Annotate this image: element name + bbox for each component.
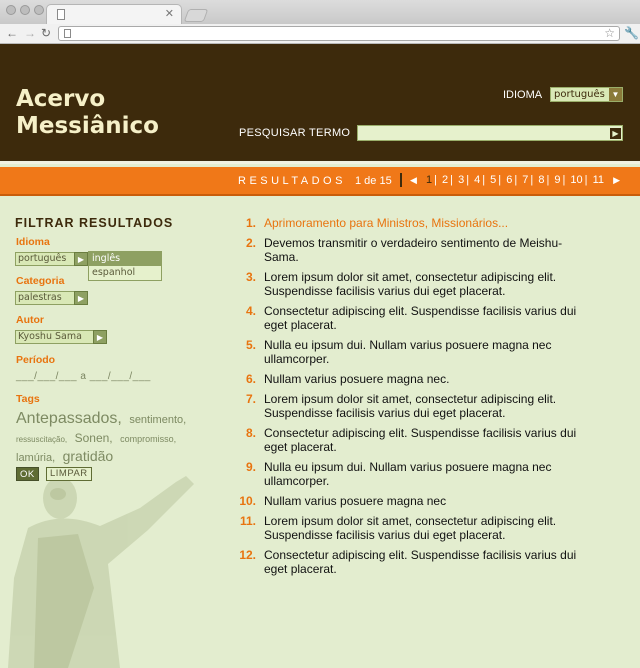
- next-page-icon[interactable]: ▶: [613, 175, 620, 185]
- result-title[interactable]: Nulla eu ipsum dui. Nullam varius posuere magna nec ullamcorper.: [264, 460, 552, 488]
- dropdown-arrow-icon[interactable]: ▼: [609, 88, 622, 101]
- result-title[interactable]: Consectetur adipiscing elit. Suspendisse facilisis varius dui eget placerat.: [264, 426, 577, 454]
- tag-link[interactable]: Sonen,: [74, 431, 113, 445]
- result-item[interactable]: [236, 270, 596, 298]
- result-title[interactable]: Nullam varius posuere magna nec.: [264, 372, 450, 386]
- page-link-3[interactable]: 3: [458, 174, 465, 186]
- page-link-2[interactable]: 2: [442, 174, 449, 186]
- page-icon: [57, 9, 65, 20]
- zoom-window-icon[interactable]: [34, 5, 44, 15]
- play-arrow-icon[interactable]: ▶: [93, 330, 107, 344]
- minimize-window-icon[interactable]: [20, 5, 30, 15]
- result-title[interactable]: Devemos transmitir o verdadeiro sentimento de Meishu-Sama.: [264, 236, 563, 264]
- search-go-icon[interactable]: ▶: [610, 128, 621, 139]
- result-number: 9.: [245, 460, 256, 474]
- result-number: 11.: [239, 514, 256, 528]
- clear-button[interactable]: LIMPAR: [46, 467, 92, 481]
- idioma-label: Idioma: [16, 236, 50, 248]
- page-link-1[interactable]: 1: [425, 174, 433, 186]
- divider: [400, 173, 402, 187]
- forward-arrow-icon[interactable]: →: [24, 26, 36, 40]
- idioma-select[interactable]: [15, 252, 88, 266]
- ok-button[interactable]: OK: [16, 467, 39, 481]
- close-window-icon[interactable]: [6, 5, 16, 15]
- result-title[interactable]: Aprimoramento para Ministros, Missionários...: [264, 216, 509, 230]
- result-item[interactable]: [236, 338, 596, 366]
- periodo-range[interactable]: ___/___/___ a ___/___/___: [16, 371, 151, 382]
- result-item[interactable]: [236, 304, 596, 332]
- pagination: ◀ 1 | 2 | 3 | 4 | 5 | 6 | 7 | 8 | 9 | 10 | 11 ▶: [410, 174, 620, 186]
- result-item[interactable]: [236, 514, 596, 542]
- site-title[interactable]: [16, 86, 216, 140]
- close-tab-icon[interactable]: ✕: [164, 8, 174, 20]
- tag-link[interactable]: compromisso,: [120, 434, 177, 444]
- back-arrow-icon[interactable]: ←: [6, 26, 18, 40]
- tag-link[interactable]: Antepassados,: [16, 410, 122, 427]
- dropdown-option-espanhol[interactable]: espanhol: [88, 266, 162, 281]
- page-link-9[interactable]: 9: [554, 174, 561, 186]
- periodo-label: Período: [16, 354, 56, 366]
- results-list: [236, 216, 596, 582]
- wrench-icon[interactable]: 🔧: [624, 26, 639, 40]
- result-title[interactable]: Nulla eu ipsum dui. Nullam varius posuere magna nec ullamcorper.: [264, 338, 552, 366]
- language-select-value: português: [554, 89, 605, 100]
- site-title-line1: Acervo: [16, 86, 106, 112]
- result-number: 7.: [245, 392, 256, 406]
- result-number: 3.: [245, 270, 256, 284]
- categoria-label: Categoria: [16, 275, 65, 287]
- language-label: IDIOMA: [503, 89, 543, 101]
- page-link-6[interactable]: 6: [506, 174, 513, 186]
- play-arrow-icon[interactable]: ▶: [74, 252, 88, 266]
- tags-label: Tags: [16, 393, 40, 405]
- filter-sidebar: [0, 198, 225, 668]
- browser-toolbar: [0, 24, 640, 44]
- result-number: 8.: [245, 426, 256, 440]
- result-item[interactable]: [236, 392, 596, 420]
- dropdown-option-ingles[interactable]: inglês: [88, 251, 162, 266]
- page-link-7[interactable]: 7: [522, 174, 529, 186]
- categoria-select-value: palestras: [18, 292, 62, 303]
- categoria-select[interactable]: [15, 291, 88, 305]
- master-portrait-image: [8, 468, 223, 668]
- tag-link[interactable]: lamúria,: [16, 452, 56, 464]
- tag-link[interactable]: ressuscitação,: [16, 435, 68, 444]
- tag-link[interactable]: sentimento,: [129, 414, 187, 426]
- page-link-8[interactable]: 8: [538, 174, 545, 186]
- result-number: 5.: [245, 338, 256, 352]
- result-number: 12.: [239, 548, 256, 562]
- address-bar[interactable]: [58, 26, 620, 41]
- language-select[interactable]: [550, 87, 623, 102]
- page-link-4[interactable]: 4: [474, 174, 481, 186]
- results-bar: [0, 167, 640, 196]
- result-number: 4.: [245, 304, 256, 318]
- page-icon: [64, 29, 71, 38]
- site-title-line2: Messiânico: [16, 113, 159, 139]
- new-tab-button[interactable]: [184, 9, 209, 22]
- result-title[interactable]: Lorem ipsum dolor sit amet, consectetur adipiscing elit. Suspendisse facilisis varius dui eget placerat.: [264, 392, 557, 420]
- play-arrow-icon[interactable]: ▶: [74, 291, 88, 305]
- autor-select-value: Kyoshu Sama: [18, 331, 82, 342]
- result-title[interactable]: Consectetur adipiscing elit. Suspendisse facilisis varius dui eget placerat.: [264, 548, 577, 576]
- idioma-select-value: português: [18, 253, 67, 264]
- tag-link[interactable]: gratidão: [62, 448, 114, 464]
- page-link-10[interactable]: 10: [570, 174, 583, 186]
- star-icon[interactable]: ☆: [604, 26, 615, 40]
- page-count: 1 de 15: [355, 175, 392, 187]
- results-label: RESULTADOS: [238, 175, 346, 187]
- result-item[interactable]: [236, 216, 596, 230]
- browser-tab[interactable]: [46, 4, 182, 24]
- browser-tab-strip: [0, 0, 640, 24]
- page-link-5[interactable]: 5: [490, 174, 497, 186]
- autor-label: Autor: [16, 314, 44, 326]
- reload-icon[interactable]: ↻: [41, 26, 52, 40]
- result-title[interactable]: Lorem ipsum dolor sit amet, consectetur adipiscing elit. Suspendisse facilisis varius dui eget placerat.: [264, 270, 557, 298]
- result-item[interactable]: [236, 494, 596, 508]
- result-title[interactable]: Consectetur adipiscing elit. Suspendisse facilisis varius dui eget placerat.: [264, 304, 577, 332]
- result-number: 10.: [239, 494, 256, 508]
- page-link-11[interactable]: 11: [592, 174, 604, 186]
- result-title[interactable]: Nullam varius posuere magna nec: [264, 494, 447, 508]
- result-number: 1.: [245, 216, 256, 230]
- filter-title: FILTRAR RESULTADOS: [15, 216, 174, 230]
- result-item[interactable]: [236, 460, 596, 488]
- autor-select[interactable]: [15, 330, 107, 344]
- result-title[interactable]: Lorem ipsum dolor sit amet, consectetur adipiscing elit. Suspendisse facilisis varius dui eget placerat.: [264, 514, 557, 542]
- idioma-dropdown: [88, 251, 162, 281]
- result-item[interactable]: [236, 548, 596, 576]
- result-number: 2.: [245, 236, 256, 250]
- result-item[interactable]: [236, 236, 596, 264]
- tag-cloud: [16, 410, 211, 467]
- search-input[interactable]: [357, 125, 623, 141]
- result-number: 6.: [245, 372, 256, 386]
- result-item[interactable]: [236, 372, 596, 386]
- search-label: PESQUISAR TERMO: [239, 127, 351, 139]
- previous-page-icon[interactable]: ◀: [410, 175, 417, 185]
- site-header: [0, 44, 640, 164]
- result-item[interactable]: [236, 426, 596, 454]
